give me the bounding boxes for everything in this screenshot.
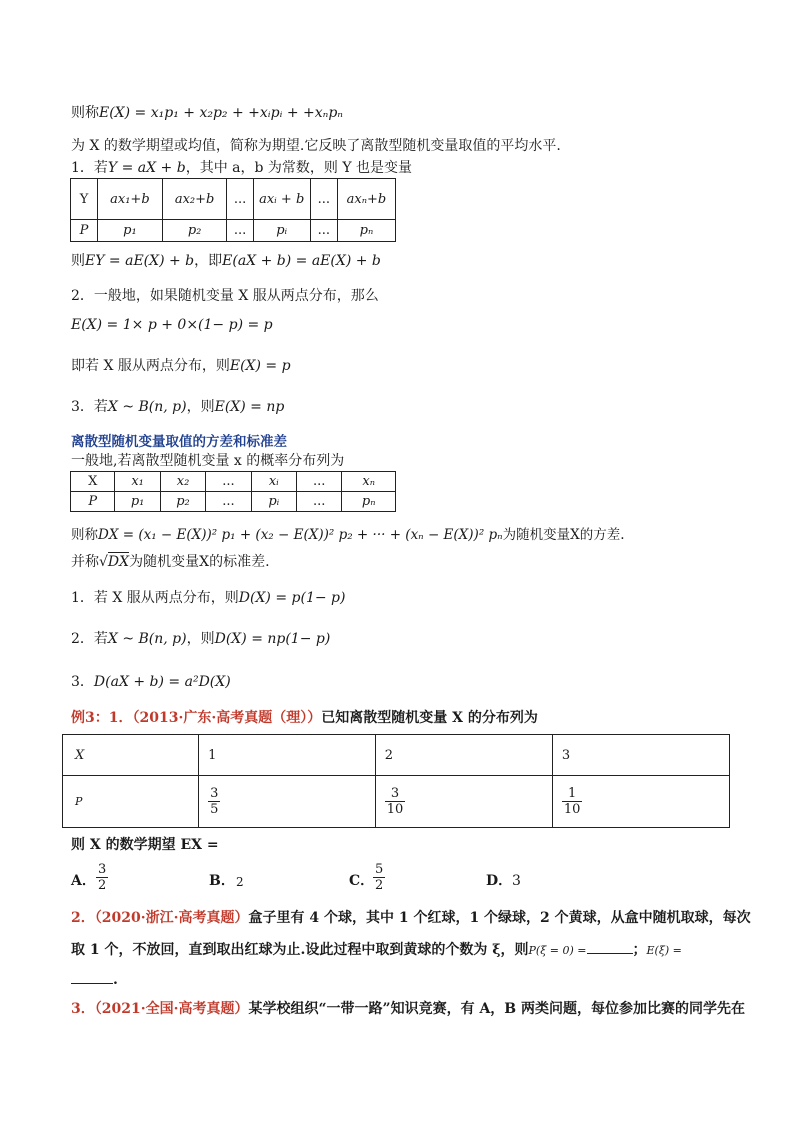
example3-q1-ask: 则 X 的数学期望 EX =: [71, 837, 219, 853]
text: 3．若: [71, 399, 108, 415]
variance-two-point: [71, 589, 345, 607]
text: 为随机变量X的标准差.: [129, 554, 270, 570]
table-cell: [552, 776, 729, 828]
two-point-conclusion: [71, 357, 291, 375]
table-cell: p₂: [160, 492, 205, 512]
table-cell: pₙ: [342, 492, 396, 512]
table-cell: ...: [297, 492, 342, 512]
example3-q2-line3: [71, 969, 118, 989]
table-cell: ax₂+b: [162, 179, 227, 220]
numerator: 5: [375, 862, 384, 877]
formula: X ~ B(n, p): [107, 631, 187, 647]
fraction: [562, 786, 583, 817]
table-cell: P: [71, 492, 115, 512]
example3-q2-line2: [71, 939, 682, 960]
question-number: 3．: [71, 1001, 95, 1017]
formula: E(X) = p: [229, 358, 291, 374]
table-cell: pᵢ: [253, 220, 310, 242]
expectation-expr: E(ξ) =: [646, 944, 682, 957]
example3-q3: [71, 1000, 745, 1018]
formula: D(X) = np(1− p): [214, 631, 331, 647]
option-d-value: 3: [512, 873, 521, 889]
table-cell: pᵢ: [251, 492, 296, 512]
linear-formula: Y = aX + b: [107, 160, 186, 176]
table-cell: pₙ: [337, 220, 395, 242]
table-cell: X: [71, 472, 115, 492]
formula: D(aX + b) = a²D(X): [93, 674, 231, 690]
table-cell: 2: [375, 735, 552, 776]
text: 则: [71, 253, 85, 269]
answer-blank[interactable]: [587, 939, 633, 954]
table-cell: P: [63, 776, 199, 828]
table-cell: xₙ: [342, 472, 396, 492]
example3-q2-line1: [71, 909, 751, 927]
example3-q1: [71, 709, 538, 727]
question-text: 取 1 个，不放回，直到取出红球为止.设此过程中取到黄球的个数为 ξ，则: [71, 942, 529, 958]
question-source: （2020·浙江·高考真题）: [94, 910, 249, 926]
example3-distribution-table: [62, 734, 730, 828]
denominator: 2: [98, 878, 107, 893]
option-b-label: B．: [209, 873, 235, 889]
question-source: （2013·广东·高考真题（理））: [132, 710, 322, 726]
fraction: [385, 786, 406, 817]
table-cell: x₂: [160, 472, 205, 492]
option-a-fraction: [96, 862, 108, 893]
formula: D(X) = p(1− p): [238, 590, 346, 606]
formula: DX: [107, 554, 130, 570]
formula: E(aX + b) = aE(X) + b: [222, 253, 381, 269]
option-d-label: D．: [486, 873, 513, 889]
text: ，其中 a，b 为常数，则 Y 也是变量: [185, 160, 413, 176]
variance-binomial: [71, 630, 330, 648]
numerator: 3: [98, 862, 107, 877]
two-point-formula: [71, 316, 273, 334]
table-cell: ...: [227, 220, 253, 242]
question-text: 某学校组织“一带一路”知识竞赛，有 A，B 两类问题，每位参加比赛的同学先在: [248, 1001, 746, 1017]
text: .: [113, 972, 118, 988]
text: 1．若: [71, 160, 108, 176]
table-cell: ...: [310, 220, 337, 242]
table-cell: 3: [552, 735, 729, 776]
variance-formula: DX = (x₁ − E(X))² p₁ + (x₂ − E(X))² p₂ + ··· + (xₙ − E(X))² pₙ: [98, 527, 503, 543]
denominator: 10: [386, 802, 404, 817]
question-number: 2．: [71, 910, 95, 926]
table-cell: ...: [206, 492, 251, 512]
numerator: 3: [210, 786, 219, 801]
table-cell: Y: [71, 179, 98, 220]
table-cell: [375, 776, 552, 828]
linear-transform-line: [71, 159, 412, 177]
two-point-intro: 2．一般地，如果随机变量 X 服从两点分布，那么: [71, 288, 379, 304]
numerator: 3: [385, 786, 406, 802]
text: 1．若 X 服从两点分布，则: [71, 590, 239, 606]
question-text: 盒子里有 4 个球，其中 1 个红球，1 个绿球，2 个黄球，从盒中随机取球，每次: [248, 910, 751, 926]
probability-expr: P(ξ = 0) =: [528, 944, 587, 957]
std-definition: [71, 553, 270, 571]
denominator: 2: [375, 878, 384, 893]
answer-blank[interactable]: [71, 969, 113, 984]
text: ，即: [194, 253, 223, 269]
formula: EY = aE(X) + b: [85, 253, 195, 269]
numerator: 1: [562, 786, 583, 802]
text: 则称: [71, 105, 99, 121]
text: 为随机变量X的方差.: [502, 527, 625, 543]
text: 3．: [71, 674, 94, 690]
table-cell: ...: [310, 179, 337, 220]
answer-options: [71, 862, 591, 898]
table-cell: X: [63, 735, 199, 776]
question-source: （2021·全国·高考真题）: [94, 1001, 249, 1017]
linear-expectation-line: [71, 252, 381, 270]
option-a-label: A．: [71, 873, 96, 889]
table-cell: axᵢ + b: [253, 179, 310, 220]
expectation-definition-line: [71, 104, 343, 122]
table-cell: p₁: [98, 220, 163, 242]
table-cell: axₙ+b: [337, 179, 395, 220]
expectation-formula: E(X) = x₁p₁ + x₂p₂ + +xᵢpᵢ + +xₙpₙ: [99, 105, 343, 121]
text: 则称: [71, 527, 98, 543]
table-cell: P: [71, 220, 98, 242]
text: ，则: [186, 631, 215, 647]
table-cell: ...: [297, 472, 342, 492]
table-cell: ...: [206, 472, 251, 492]
variance-definition: [71, 526, 625, 544]
option-b-value: 2: [236, 875, 244, 889]
linear-distribution-table: [70, 178, 396, 242]
table-cell: p₁: [115, 492, 160, 512]
variance-linear: [71, 673, 231, 691]
text: 2．若: [71, 631, 108, 647]
table-cell: 1: [199, 735, 376, 776]
table-cell: ax₁+b: [98, 179, 163, 220]
denominator: 10: [563, 802, 581, 817]
text: 即若 X 服从两点分布，则: [71, 358, 230, 374]
variance-heading: 离散型随机变量取值的方差和标准差: [71, 434, 287, 450]
denominator: 5: [210, 802, 219, 817]
text: 并称: [71, 554, 99, 570]
table-cell: p₂: [162, 220, 227, 242]
question-text: 已知离散型随机变量 X 的分布列为: [321, 710, 538, 726]
option-c-label: C．: [349, 873, 375, 889]
expectation-meaning-line: 为 X 的数学期望或均值，简称为期望.它反映了离散型随机变量取值的平均水平.: [71, 138, 561, 154]
sqrt-symbol: √: [99, 554, 108, 570]
table-cell: x₁: [115, 472, 160, 492]
formula: X ~ B(n, p): [107, 399, 187, 415]
table-cell: xᵢ: [251, 472, 296, 492]
text: ，则: [186, 399, 215, 415]
text: ；: [632, 942, 647, 958]
formula: E(X) = np: [214, 399, 285, 415]
binomial-expectation-line: [71, 398, 284, 416]
option-c-fraction: [373, 862, 385, 893]
formula: E(X) = 1× p + 0×(1− p) = p: [71, 317, 273, 333]
fraction: [208, 786, 220, 817]
question-number: 1．: [108, 710, 133, 726]
table-cell: ...: [227, 179, 253, 220]
variance-intro: 一般地,若离散型随机变量 x 的概率分布列为: [71, 453, 345, 469]
variance-distribution-table: [70, 471, 396, 512]
example-tag: 例3：: [71, 710, 109, 726]
table-cell: [199, 776, 376, 828]
